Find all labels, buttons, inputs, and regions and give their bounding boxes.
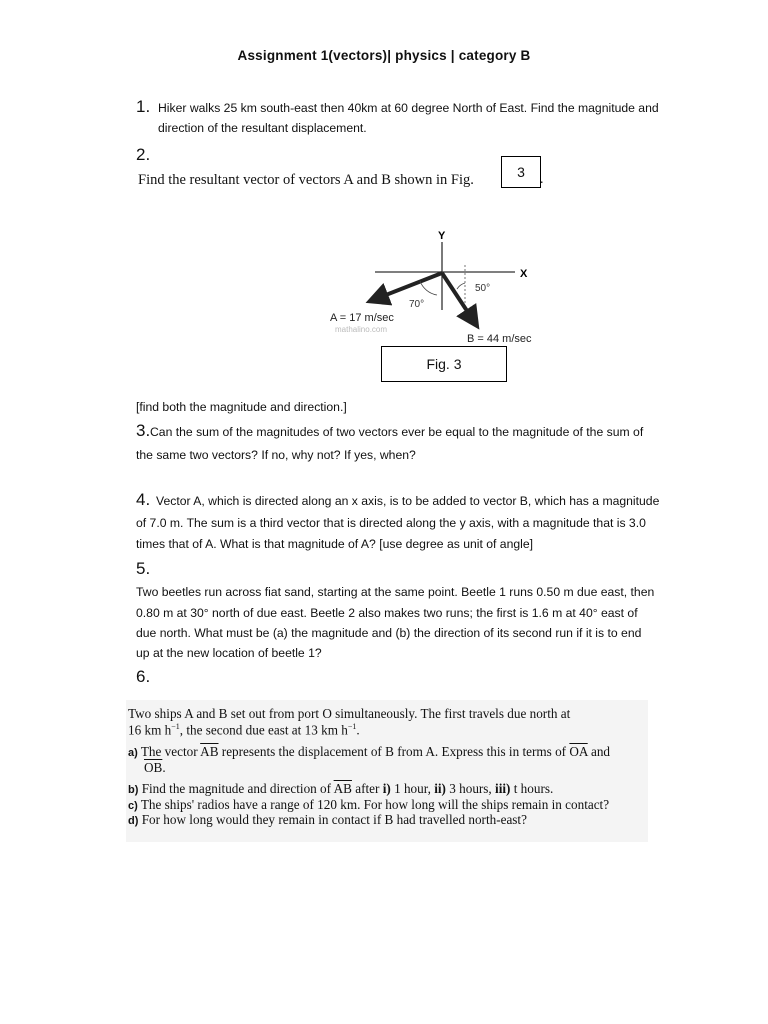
question-3-number: 3. [136, 421, 151, 440]
q6-part-a-line-2: $\overline{OB}$. [144, 760, 166, 775]
q6-intro-line-2: 16 km $h^{-1}$, the second due east at 13 km $h^{-1}$. [128, 722, 360, 738]
question-4-number: 4. [136, 490, 151, 509]
question-3-line-1: Can the sum of the magnitudes of two vectors ever be equal to the magnitude of the sum of [150, 425, 644, 439]
question-5-line-1: Two beetles run across fiat sand, starting at the same point. Beetle 1 runs 0.50 m due east, then [136, 585, 655, 599]
figure-ref-box: 3 [501, 156, 541, 188]
question-1-line-1: Hiker walks 25 km south-east then 40km at 60 degree North of East. Find the magnitude and [158, 101, 659, 115]
figure-caption: Fig. 3 [381, 346, 507, 382]
question-2-period: . [540, 172, 544, 187]
watermark: mathalino.com [335, 325, 388, 334]
question-3-line-2: the same two vectors? If no, why not? If yes, when? [136, 448, 416, 462]
question-6-number: 6. [136, 667, 151, 686]
question-4-line-3: times that of A. What is that magnitude of A? [use degree as unit of angle] [136, 537, 534, 551]
question-4-line-2: of 7.0 m. The sum is a third vector that is directed along the y axis, with a magnitude that is 3.0 [136, 516, 646, 530]
question-5-line-2: 0.80 m at 30° north of due east. Beetle 2 also makes two runs; the first is 1.6 m at 40° east of [136, 606, 638, 620]
question-6-scan [126, 700, 648, 842]
angle-b-label: 50° [475, 283, 491, 294]
question-5-number: 5. [136, 559, 151, 578]
question-2-number: 2. [136, 145, 151, 164]
q6-part-d: d) For how long would they remain in contact if B had travelled north-east? [128, 812, 527, 827]
q6-part-a-line-1: a) The vector $\overline{AB}$ represents the displacement of B from A. Express this in terms of $\overline{OA}$ and [128, 744, 611, 759]
vector-a-label: A = 17 m/sec [330, 312, 394, 324]
page-title: Assignment 1(vectors)| physics | category B [237, 48, 531, 63]
vector-figure [325, 225, 565, 350]
q6-part-b: b) Find the magnitude and direction of $\overline{AB}$ after i) 1 hour, ii) 3 hours, iii) t hours. [128, 781, 554, 796]
vector-a [373, 273, 442, 300]
angle-a-label: 70° [409, 299, 425, 310]
question-2-note: [find both the magnitude and direction.] [136, 400, 347, 414]
y-axis-label: Y [438, 230, 446, 242]
vector-b-label: B = 44 m/sec [467, 333, 532, 345]
question-5-line-3: due north. What must be (a) the magnitude and (b) the direction of its second run if it is to end [136, 626, 642, 640]
question-2-text: Find the resultant vector of vectors A and B shown in Fig. [138, 172, 474, 188]
angle-b-arc [457, 283, 465, 289]
angle-a-arc [420, 281, 437, 295]
q6-part-c: c) The ships' radios have a range of 120 km. For how long will the ships remain in contact? [128, 797, 610, 812]
question-5-line-4: up at the new location of beetle 1? [136, 646, 322, 660]
question-1-number: 1. [136, 97, 151, 116]
x-axis-label: X [520, 268, 528, 280]
q6-intro-line-1: Two ships A and B set out from port O simultaneously. The first travels due north at [128, 706, 571, 721]
vector-b [442, 273, 475, 323]
question-4-line-1: Vector A, which is directed along an x axis, is to be added to vector B, which has a magnitude [156, 494, 660, 508]
question-1-line-2: direction of the resultant displacement. [158, 121, 367, 135]
